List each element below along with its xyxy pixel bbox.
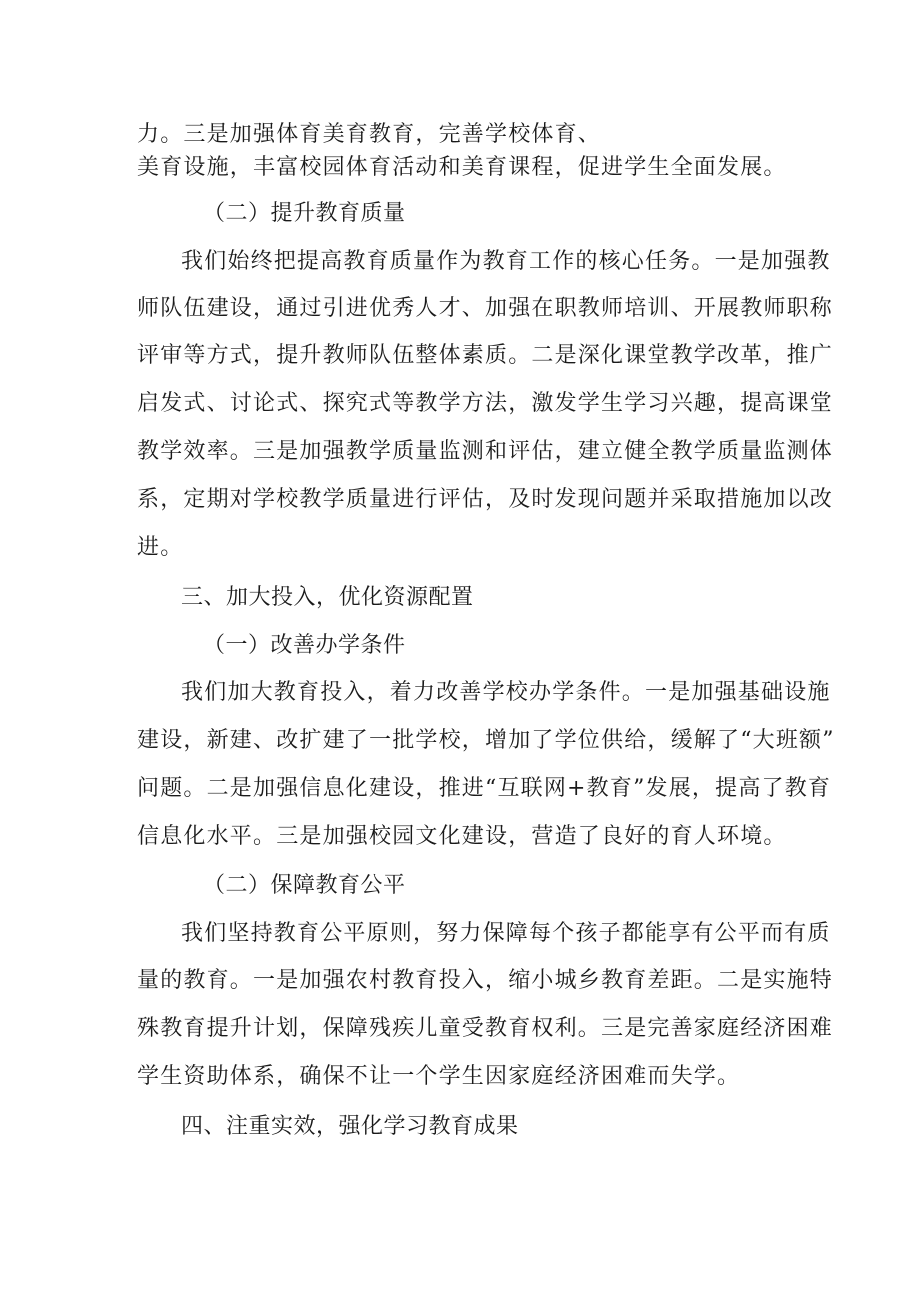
subsection-heading: （一）改善办学条件 xyxy=(203,633,406,658)
paragraph-line: 信息化水平。三是加强校园文化建设，营造了良好的育人环境。 xyxy=(137,824,787,849)
paragraph-line: 系，定期对学校教学质量进行评估，及时发现问题并采取措施加以改 xyxy=(137,487,834,512)
paragraph-line: 学生资助体系，确保不让一个学生因家庭经济困难而失学。 xyxy=(137,1064,741,1089)
subsection-heading: （二）保障教育公平 xyxy=(203,873,406,898)
paragraph-line: 力。三是加强体育美育教育，完善学校体育、 xyxy=(137,122,602,147)
paragraph-line: 我们加大教育投入，着力改善学校办学条件。一是加强基础设施 xyxy=(181,680,831,705)
paragraph-line: 我们始终把提高教育质量作为教育工作的核心任务。一是加强教 xyxy=(181,249,831,274)
paragraph-line: 美育设施，丰富校园体育活动和美育课程，促进学生全面发展。 xyxy=(137,155,787,180)
section-heading: 四、注重实效，强化学习教育成果 xyxy=(181,1114,519,1139)
paragraph-line: 殊教育提升计划，保障残疾儿童受教育权利。三是完善家庭经济困难 xyxy=(137,1016,834,1041)
paragraph-line: 问题。二是加强信息化建设，推进“互联网+教育”发展，提高了教育 xyxy=(137,776,832,801)
paragraph-line: 教学效率。三是加强教学质量监测和评估，建立健全教学质量监测体 xyxy=(137,439,834,464)
paragraph-line: 进。 xyxy=(137,535,184,560)
paragraph-line: 评审等方式，提升教师队伍整体素质。二是深化课堂教学改革，推广 xyxy=(137,343,834,368)
paragraph-line: 师队伍建设，通过引进优秀人才、加强在职教师培训、开展教师职称 xyxy=(137,296,834,321)
section-heading: 三、加大投入，优化资源配置 xyxy=(181,585,474,610)
subsection-heading: （二）提升教育质量 xyxy=(203,201,406,226)
paragraph-line: 建设，新建、改扩建了一批学校，增加了学位供给，缓解了“大班额” xyxy=(137,728,835,753)
paragraph-line: 量的教育。一是加强农村教育投入，缩小城乡教育差距。二是实施特 xyxy=(137,968,834,993)
paragraph-line: 我们坚持教育公平原则，努力保障每个孩子都能享有公平而有质 xyxy=(181,921,831,946)
paragraph-line: 启发式、讨论式、探究式等教学方法，激发学生学习兴趣，提高课堂 xyxy=(137,391,834,416)
